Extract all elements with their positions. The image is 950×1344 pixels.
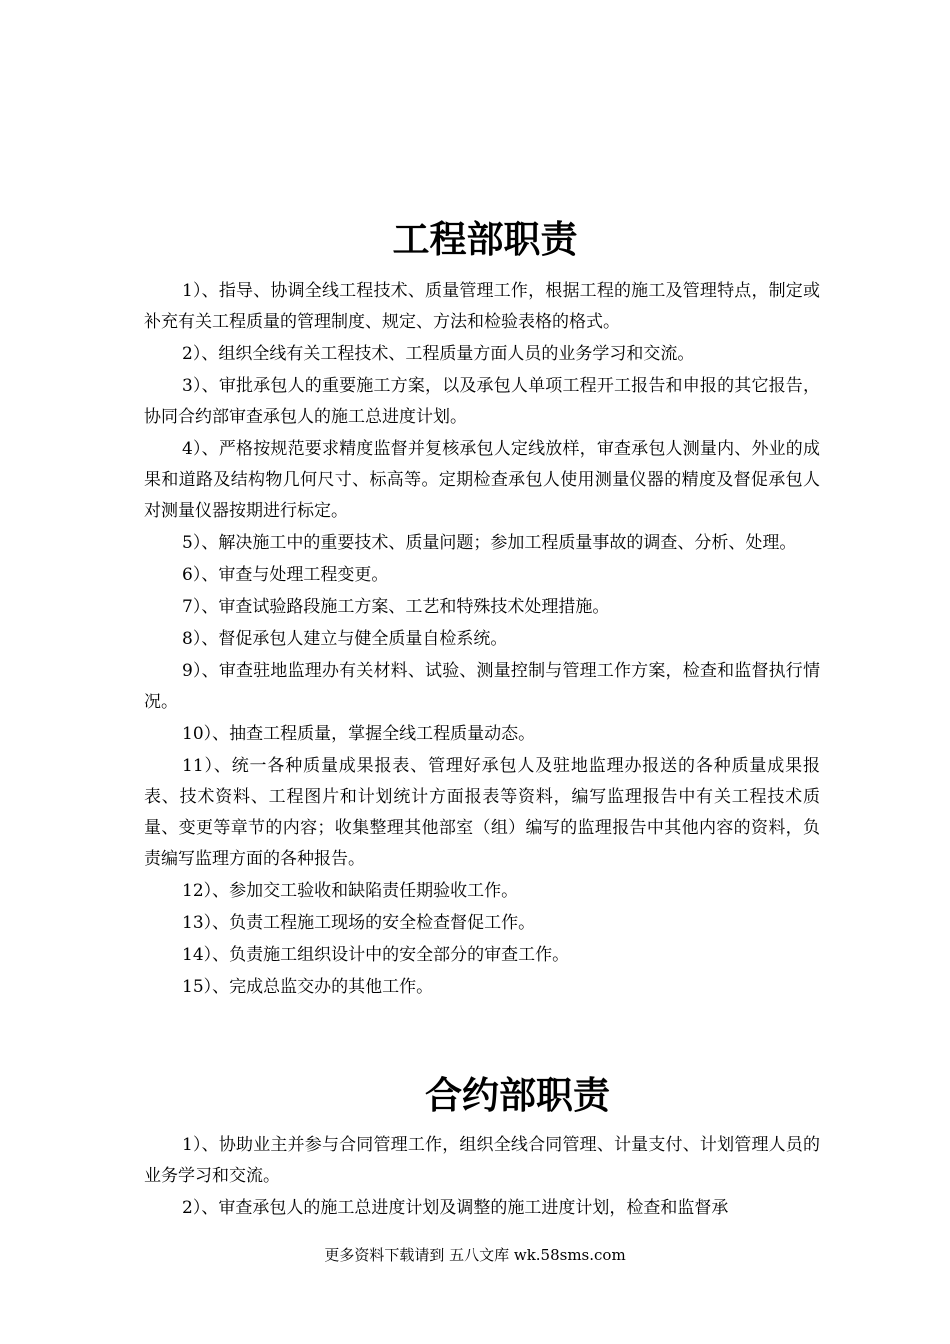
list-item: 12）、参加交工验收和缺陷责任期验收工作。 xyxy=(182,881,519,901)
list-item: 11）、统一各种质量成果报表、管理好承包人及驻地监理办报送的各种质量成果报表、技术资料、工程图片和计划统计方面报表等资料，编写监理报告中有关工程技术质量、变更等章节的内容；收集整理其他部室（组）编写的监理报告中其他内容的资料，负责编写监理方面的各种报告。 xyxy=(144,756,820,869)
list-item: 6）、审查与处理工程变更。 xyxy=(182,565,389,585)
list-item: 15）、完成总监交办的其他工作。 xyxy=(182,977,434,997)
list-item: 2）、组织全线有关工程技术、工程质量方面人员的业务学习和交流。 xyxy=(182,344,695,364)
list-item: 1）、指导、协调全线工程技术、质量管理工作，根据工程的施工及管理特点，制定或补充有关工程质量的管理制度、规定、方法和检验表格的格式。 xyxy=(144,281,820,332)
list-item: 10）、抽查工程质量，掌握全线工程质量动态。 xyxy=(182,724,536,744)
section-title-contract: 合约部职责 xyxy=(425,1074,610,1117)
section-title-engineering: 工程部职责 xyxy=(392,218,578,261)
list-item: 1）、协助业主并参与合同管理工作，组织全线合同管理、计量支付、计划管理人员的业务学习和交流。 xyxy=(144,1135,820,1186)
list-item: 7）、审查试验路段施工方案、工艺和特殊技术处理措施。 xyxy=(182,597,610,617)
section-body-engineering xyxy=(144,276,820,1004)
list-item: 4）、严格按规范要求精度监督并复核承包人定线放样，审查承包人测量内、外业的成果和道路及结构物几何尺寸、标高等。定期检查承包人使用测量仪器的精度及督促承包人对测量仪器按期进行标定。 xyxy=(144,439,820,521)
section-body-contract xyxy=(144,1130,820,1225)
page-footer: 更多资料下载请到 五八文库 wk.58sms.com xyxy=(324,1246,626,1264)
list-item: 9）、审查驻地监理办有关材料、试验、测量控制与管理工作方案，检查和监督执行情况。 xyxy=(144,661,820,712)
list-item: 3）、审批承包人的重要施工方案，以及承包人单项工程开工报告和申报的其它报告，协同合约部审查承包人的施工总进度计划。 xyxy=(144,376,820,427)
list-item: 8）、督促承包人建立与健全质量自检系统。 xyxy=(182,629,508,649)
list-item: 14）、负责施工组织设计中的安全部分的审查工作。 xyxy=(182,945,570,965)
list-item: 5）、解决施工中的重要技术、质量问题；参加工程质量事故的调查、分析、处理。 xyxy=(182,533,797,553)
list-item: 13）、负责工程施工现场的安全检查督促工作。 xyxy=(182,913,536,933)
list-item: 2）、审查承包人的施工总进度计划及调整的施工进度计划，检查和监督承 xyxy=(182,1198,729,1218)
